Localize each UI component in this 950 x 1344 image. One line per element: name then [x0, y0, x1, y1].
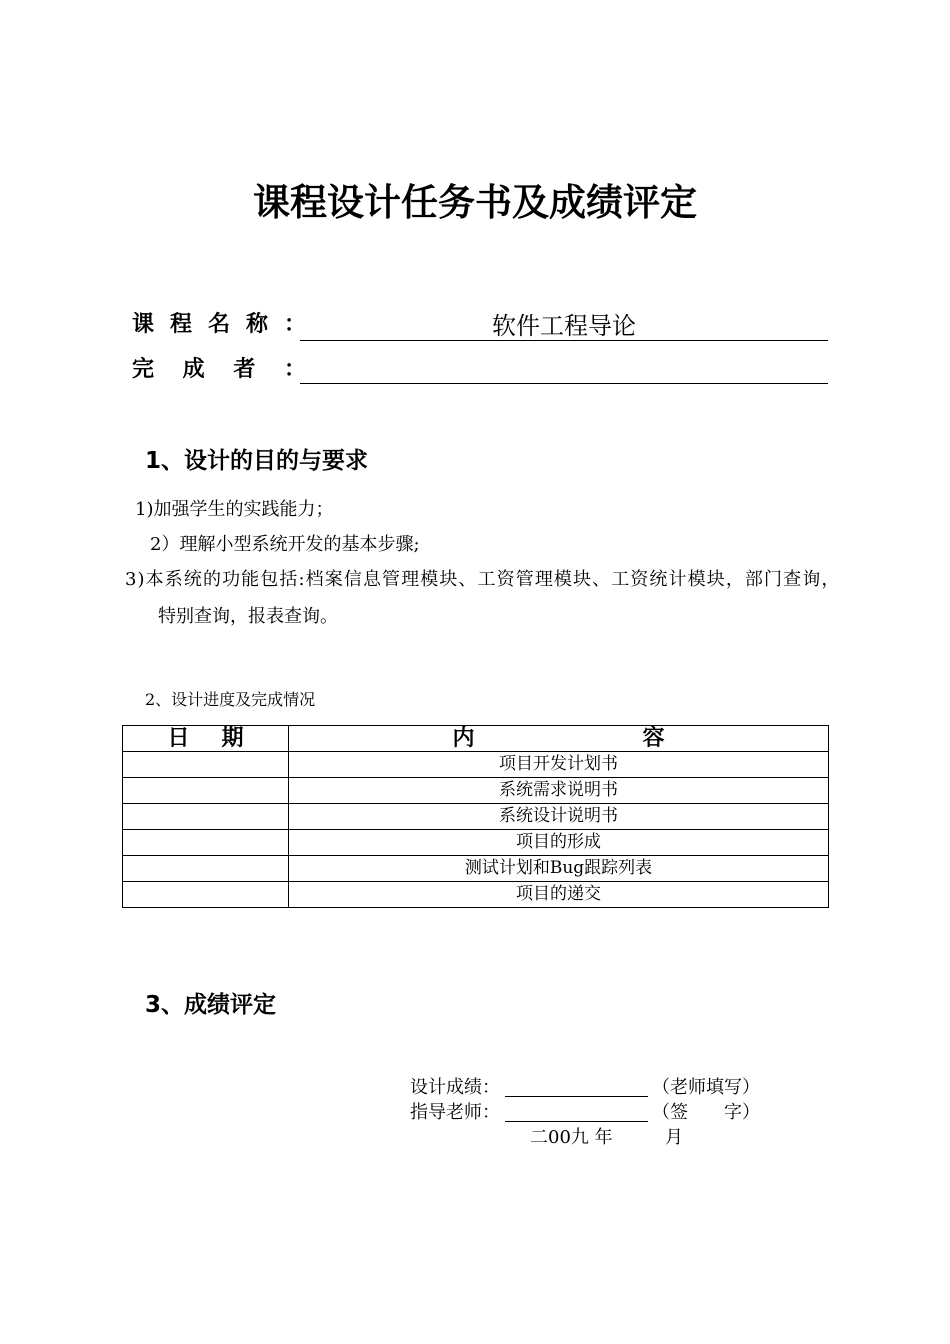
requirement-line-3: 3)本系统的功能包括:档案信息管理模块、工资管理模块、工资统计模块，部门查询，	[125, 569, 841, 590]
header-content	[289, 726, 828, 751]
content-cell: 系统设计说明书	[499, 806, 618, 826]
header-char: 容	[642, 726, 665, 751]
date-month: 月	[665, 1127, 683, 1148]
table-row	[123, 882, 828, 907]
table-row	[123, 856, 828, 882]
label-char: 成	[182, 357, 205, 382]
date-cell	[123, 778, 289, 803]
date-year: 二00九 年	[530, 1127, 613, 1148]
grade-label: 设计成绩：	[410, 1077, 500, 1098]
content-cell: 项目开发计划书	[499, 754, 618, 774]
header-char: 内	[452, 726, 475, 751]
label-char: 名	[207, 312, 230, 337]
label-char: 称	[245, 312, 268, 337]
table-row	[123, 804, 828, 830]
advisor-note: （签 字）	[652, 1102, 760, 1123]
content-cell: 项目的形成	[516, 832, 601, 852]
requirement-line-2: 2）理解小型系统开发的基本步骤;	[150, 534, 420, 555]
date-cell	[123, 882, 289, 907]
label-char: 程	[169, 312, 192, 337]
section1-title: 1、设计的目的与要求	[145, 448, 369, 474]
label-colon: ：	[283, 357, 306, 382]
section2-title: 2、设计进度及完成情况	[145, 690, 316, 709]
table-row	[123, 830, 828, 856]
requirement-line-1: 1)加强学生的实践能力；	[135, 499, 334, 520]
header-char: 期	[221, 726, 244, 751]
table-row	[123, 752, 828, 778]
header-date	[123, 726, 289, 751]
completer-label	[132, 357, 306, 383]
requirement-line-4: 特别查询，报表查询。	[158, 606, 338, 627]
label-char: 课	[132, 312, 155, 337]
advisor-blank	[505, 1102, 648, 1122]
header-char: 日	[167, 726, 190, 751]
grade-blank	[505, 1077, 648, 1097]
date-cell	[123, 752, 289, 777]
table-header-row	[123, 726, 828, 752]
date-cell	[123, 830, 289, 855]
content-cell: 系统需求说明书	[499, 780, 618, 800]
advisor-label: 指导老师：	[410, 1102, 500, 1123]
label-char: 完	[132, 357, 155, 382]
content-cell: 项目的递交	[516, 884, 601, 904]
section3-title: 3、成绩评定	[145, 992, 277, 1018]
label-colon: ：	[283, 312, 306, 337]
content-cell: 测试计划和Bug跟踪列表	[464, 858, 653, 878]
course-name-value: 软件工程导论	[300, 312, 828, 341]
table-row	[123, 778, 828, 804]
label-char: 者	[233, 357, 256, 382]
course-name-label	[132, 312, 306, 338]
document-title: 课程设计任务书及成绩评定	[253, 181, 697, 224]
grade-note: （老师填写）	[652, 1077, 760, 1098]
date-cell	[123, 804, 289, 829]
schedule-table	[122, 725, 829, 908]
date-cell	[123, 856, 289, 881]
completer-value	[300, 357, 828, 384]
